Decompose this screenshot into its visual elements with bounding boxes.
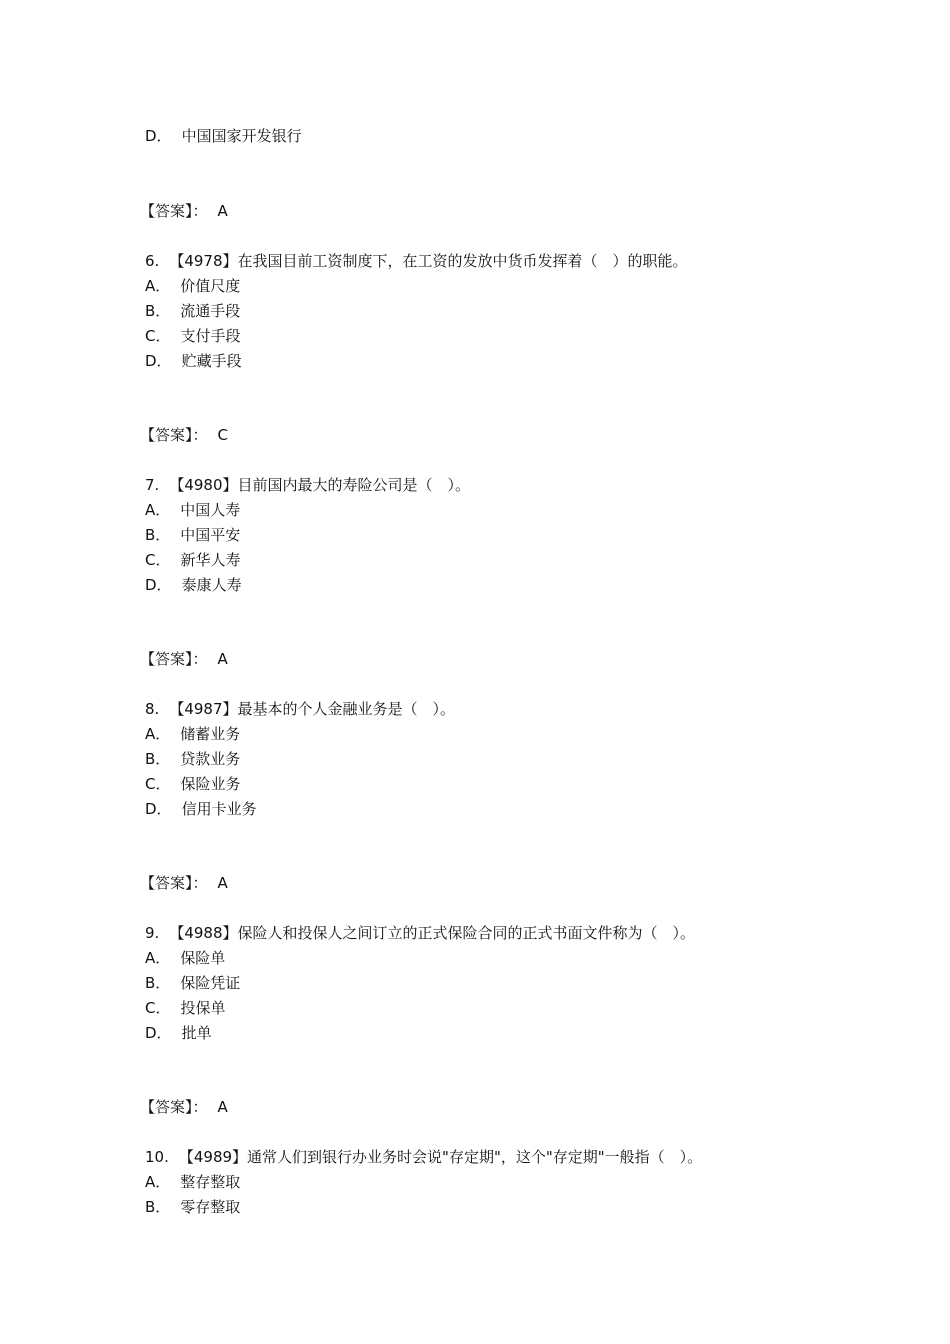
option-letter: C． <box>145 999 171 1017</box>
option-text: 支付手段 <box>180 327 241 345</box>
option-line <box>145 575 242 595</box>
question-text: 在我国目前工资制度下，在工资的发放中货币发挥着（ ）的职能。 <box>237 252 688 270</box>
option-line <box>145 1197 240 1217</box>
option-line <box>145 1172 240 1192</box>
option-letter: D． <box>145 352 172 370</box>
option-letter: D． <box>145 800 172 818</box>
answer-line <box>140 425 228 445</box>
option-line <box>145 276 240 296</box>
option-text: 信用卡业务 <box>181 800 257 818</box>
option-text: 批单 <box>181 1024 212 1042</box>
option-letter: D． <box>145 127 172 145</box>
question-number: 10. <box>145 1148 169 1166</box>
question-number: 9. <box>145 924 160 942</box>
question-line <box>145 923 695 943</box>
answer-value: A <box>217 874 228 892</box>
option-line <box>145 500 240 520</box>
question-line <box>145 699 455 719</box>
option-text: 泰康人寿 <box>181 576 242 594</box>
option-line <box>145 998 226 1018</box>
option-text: 中国平安 <box>180 526 241 544</box>
question-id: 【4988】 <box>169 924 238 942</box>
option-text: 新华人寿 <box>180 551 241 569</box>
option-line <box>145 351 242 371</box>
answer-label: 【答案】： <box>140 1098 208 1116</box>
option-text: 保险单 <box>180 949 226 967</box>
option-text: 储蓄业务 <box>180 725 241 743</box>
option-letter: D． <box>145 1024 172 1042</box>
question-line <box>145 475 470 495</box>
option-letter: C． <box>145 327 171 345</box>
answer-line <box>140 201 228 221</box>
option-line <box>145 1023 212 1043</box>
answer-value: A <box>217 650 228 668</box>
option-line <box>145 126 302 146</box>
option-line <box>145 749 240 769</box>
option-line <box>145 326 241 346</box>
answer-line <box>140 1097 228 1117</box>
option-letter: B． <box>145 1198 171 1216</box>
option-letter: D． <box>145 576 172 594</box>
option-letter: A． <box>145 277 171 295</box>
question-id: 【4978】 <box>169 252 238 270</box>
question-line <box>145 251 688 271</box>
option-text: 保险业务 <box>180 775 241 793</box>
answer-value: C <box>217 426 228 444</box>
option-text: 整存整取 <box>180 1173 241 1191</box>
option-line <box>145 973 240 993</box>
question-number: 8. <box>145 700 160 718</box>
option-text: 零存整取 <box>180 1198 241 1216</box>
option-letter: A． <box>145 725 171 743</box>
option-text: 中国人寿 <box>180 501 241 519</box>
question-line <box>145 1147 702 1167</box>
option-letter: B． <box>145 526 171 544</box>
option-line <box>145 550 241 570</box>
option-text: 保险凭证 <box>180 974 241 992</box>
option-text: 流通手段 <box>180 302 241 320</box>
option-line <box>145 799 257 819</box>
option-letter: A． <box>145 1173 171 1191</box>
answer-value: A <box>217 1098 228 1116</box>
option-text: 价值尺度 <box>180 277 241 295</box>
option-text: 贷款业务 <box>180 750 241 768</box>
option-letter: B． <box>145 750 171 768</box>
option-letter: C． <box>145 551 171 569</box>
question-id: 【4980】 <box>169 476 238 494</box>
option-line <box>145 948 225 968</box>
answer-label: 【答案】： <box>140 650 208 668</box>
answer-line <box>140 873 228 893</box>
answer-value: A <box>217 202 228 220</box>
option-text: 中国国家开发银行 <box>181 127 302 145</box>
answer-label: 【答案】： <box>140 426 208 444</box>
question-id: 【4989】 <box>178 1148 248 1166</box>
option-text: 贮藏手段 <box>181 352 242 370</box>
option-letter: A． <box>145 949 171 967</box>
option-line <box>145 774 241 794</box>
question-text: 通常人们到银行办业务时会说"存定期"，这个"存定期"一般指（ ）。 <box>247 1148 703 1166</box>
option-letter: A． <box>145 501 171 519</box>
option-line <box>145 724 240 744</box>
option-line <box>145 525 240 545</box>
question-number: 7. <box>145 476 160 494</box>
question-number: 6. <box>145 252 160 270</box>
option-letter: C． <box>145 775 171 793</box>
option-text: 投保单 <box>180 999 226 1017</box>
question-id: 【4987】 <box>169 700 238 718</box>
answer-label: 【答案】： <box>140 202 208 220</box>
question-text: 保险人和投保人之间订立的正式保险合同的正式书面文件称为（ ）。 <box>237 924 696 942</box>
option-line <box>145 301 240 321</box>
option-letter: B． <box>145 974 171 992</box>
answer-line <box>140 649 228 669</box>
question-text: 目前国内最大的寿险公司是（ ）。 <box>237 476 471 494</box>
answer-label: 【答案】： <box>140 874 208 892</box>
question-text: 最基本的个人金融业务是（ ）。 <box>237 700 456 718</box>
option-letter: B． <box>145 302 171 320</box>
